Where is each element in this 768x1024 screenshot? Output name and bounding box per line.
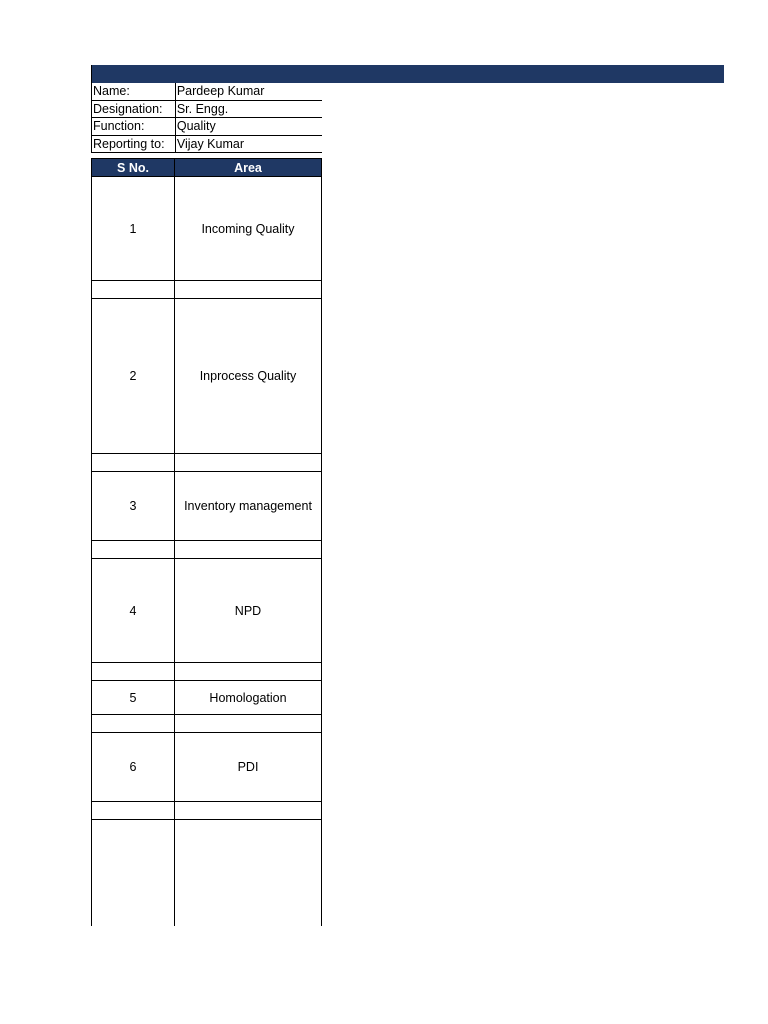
spacer-row: [92, 454, 322, 472]
area-table-header: [92, 159, 322, 177]
table-row: [92, 681, 322, 715]
sno-cell[interactable]: 6: [92, 733, 175, 802]
empty-cell[interactable]: [92, 541, 175, 559]
info-row-name: [92, 83, 323, 100]
empty-cell[interactable]: [175, 715, 322, 733]
title-bar-left-cell[interactable]: [91, 65, 321, 83]
table-row: [92, 733, 322, 802]
sno-cell[interactable]: 2: [92, 299, 175, 454]
empty-cell[interactable]: [175, 281, 322, 299]
name-label[interactable]: Name:: [92, 83, 176, 100]
area-cell[interactable]: Incoming Quality: [175, 177, 322, 281]
area-cell[interactable]: Inprocess Quality: [175, 299, 322, 454]
header-area[interactable]: Area: [175, 159, 322, 177]
name-value[interactable]: Pardeep Kumar: [175, 83, 322, 100]
page-cutoff: [80, 926, 340, 1024]
empty-cell[interactable]: [92, 454, 175, 472]
empty-cell[interactable]: [175, 802, 322, 820]
spacer-row: [92, 802, 322, 820]
spacer-row: [92, 541, 322, 559]
sno-cell[interactable]: 3: [92, 472, 175, 541]
area-cell[interactable]: PDI: [175, 733, 322, 802]
info-row-designation: [92, 100, 323, 118]
function-label[interactable]: Function:: [92, 118, 176, 136]
spacer-row: [92, 281, 322, 299]
sno-cell[interactable]: 4: [92, 559, 175, 663]
designation-value[interactable]: Sr. Engg.: [175, 100, 322, 118]
table-row: [92, 559, 322, 663]
table-row: [92, 177, 322, 281]
sno-cell[interactable]: 5: [92, 681, 175, 715]
employee-info-table: [91, 83, 322, 153]
empty-cell[interactable]: [175, 541, 322, 559]
empty-cell[interactable]: [175, 454, 322, 472]
sno-cell[interactable]: 1: [92, 177, 175, 281]
empty-cell[interactable]: [92, 663, 175, 681]
title-bar: [91, 65, 724, 83]
reporting-value[interactable]: Vijay Kumar: [175, 135, 322, 153]
function-value[interactable]: Quality: [175, 118, 322, 136]
area-cell[interactable]: Inventory management: [175, 472, 322, 541]
empty-cell[interactable]: [175, 663, 322, 681]
spacer-row: [92, 715, 322, 733]
empty-cell[interactable]: [92, 715, 175, 733]
area-cell[interactable]: NPD: [175, 559, 322, 663]
area-table: [91, 158, 322, 1020]
empty-cell[interactable]: [92, 281, 175, 299]
table-row: [92, 472, 322, 541]
header-sno[interactable]: S No.: [92, 159, 175, 177]
area-cell[interactable]: Homologation: [175, 681, 322, 715]
reporting-label[interactable]: Reporting to:: [92, 135, 176, 153]
spacer-row: [92, 663, 322, 681]
info-row-function: [92, 118, 323, 136]
designation-label[interactable]: Designation:: [92, 100, 176, 118]
empty-cell[interactable]: [92, 802, 175, 820]
table-row: [92, 299, 322, 454]
info-row-reporting: [92, 135, 323, 153]
